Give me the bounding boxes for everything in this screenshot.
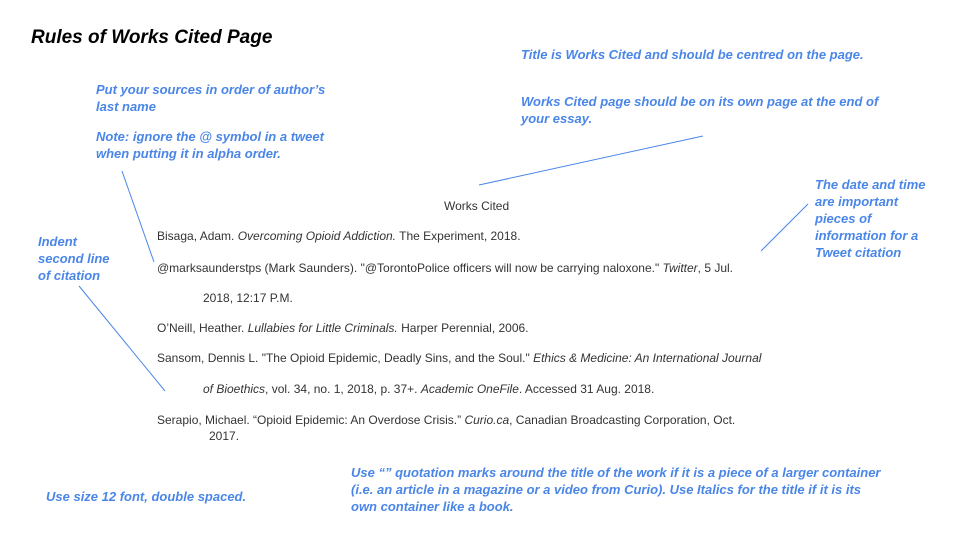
note-title-centred: Title is Works Cited and should be centred on the page. — [521, 47, 864, 62]
citation-italic-text: Twitter — [662, 261, 698, 275]
citation-line — [209, 429, 239, 443]
note-quotation-marks-line: Use “” quotation marks around the title of the work if it is a piece of a larger container — [351, 465, 881, 480]
citation-italic-text: Ethics & Medicine: An International Journal — [533, 351, 762, 365]
note-ignore-at-line1: Note: ignore the @ symbol in a tweet — [96, 129, 324, 144]
note-quotation-marks-line: (i.e. an article in a magazine or a video from Curio). Use Italics for the title if it is its — [351, 482, 862, 497]
pointer-line-indent — [79, 286, 165, 391]
note-tweet-date-line: are important — [815, 194, 899, 209]
note-indent-line: second line — [38, 251, 110, 266]
note-tweet-date-line: Tweet citation — [815, 245, 902, 260]
note-indent-line: of citation — [38, 268, 101, 283]
citation-text: Sansom, Dennis L. "The Opioid Epidemic, Deadly Sins, and the Soul." — [157, 351, 534, 365]
citation-italic-text: Lullabies for Little Criminals. — [247, 321, 398, 335]
citation-line — [157, 261, 733, 275]
citation-text: , 5 Jul. — [697, 261, 734, 275]
citation-italic-text: Overcoming Opioid Addiction. — [237, 229, 397, 243]
citation-line — [203, 382, 654, 396]
citation-text: Serapio, Michael. “Opioid Epidemic: An Overdose Crisis.” — [157, 413, 465, 427]
note-alpha-order-line2: last name — [96, 99, 156, 114]
pointer-line-title — [479, 136, 703, 185]
citation-italic-text: Curio.ca — [464, 413, 510, 427]
note-alpha-order-line1: Put your sources in order of author’s — [96, 82, 326, 97]
citation-line — [157, 321, 529, 335]
pointer-line-alpha-order — [122, 171, 154, 262]
note-ignore-at-line2: when putting it in alpha order. — [96, 146, 281, 161]
citation-italic-text: Academic OneFile — [420, 382, 519, 396]
works-cited-heading: Works Cited — [444, 199, 510, 213]
note-tweet-date-line: pieces of — [815, 211, 872, 226]
citation-text: 2017. — [209, 429, 240, 443]
citation-text: , vol. 34, no. 1, 2018, p. 37+. — [265, 382, 421, 396]
note-quotation-marks-line: own container like a book. — [351, 499, 514, 514]
note-indent-line: Indent — [38, 234, 77, 249]
citation-text: The Experiment, 2018. — [396, 229, 521, 243]
citation-line — [157, 229, 521, 243]
citation-text: 2018, 12:17 P.M. — [203, 291, 293, 305]
citation-text: . Accessed 31 Aug. 2018. — [518, 382, 655, 396]
citation-line — [157, 351, 761, 365]
citation-italic-text: of Bioethics — [203, 382, 266, 396]
note-font-size: Use size 12 font, double spaced. — [46, 489, 247, 504]
citation-text: Harper Perennial, 2006. — [397, 321, 529, 335]
citation-text: @marksaunderstps (Mark Saunders). "@TorontoPolice officers will now be carrying naloxone." — [157, 261, 663, 275]
citation-text: , Canadian Broadcasting Corporation, Oct. — [509, 413, 736, 427]
citation-line — [203, 291, 293, 305]
citation-text: O’Neill, Heather. — [157, 321, 248, 335]
pointer-line-tweet — [761, 204, 808, 251]
note-tweet-date-line: information for a — [815, 228, 919, 243]
note-tweet-date-line: The date and time — [815, 177, 926, 192]
citation-line — [157, 413, 735, 427]
slide-title: Rules of Works Cited Page — [31, 27, 273, 48]
citation-text: Bisaga, Adam. — [157, 229, 238, 243]
note-own-page: Works Cited page should be on its own page at the end of your essay. — [521, 94, 879, 126]
